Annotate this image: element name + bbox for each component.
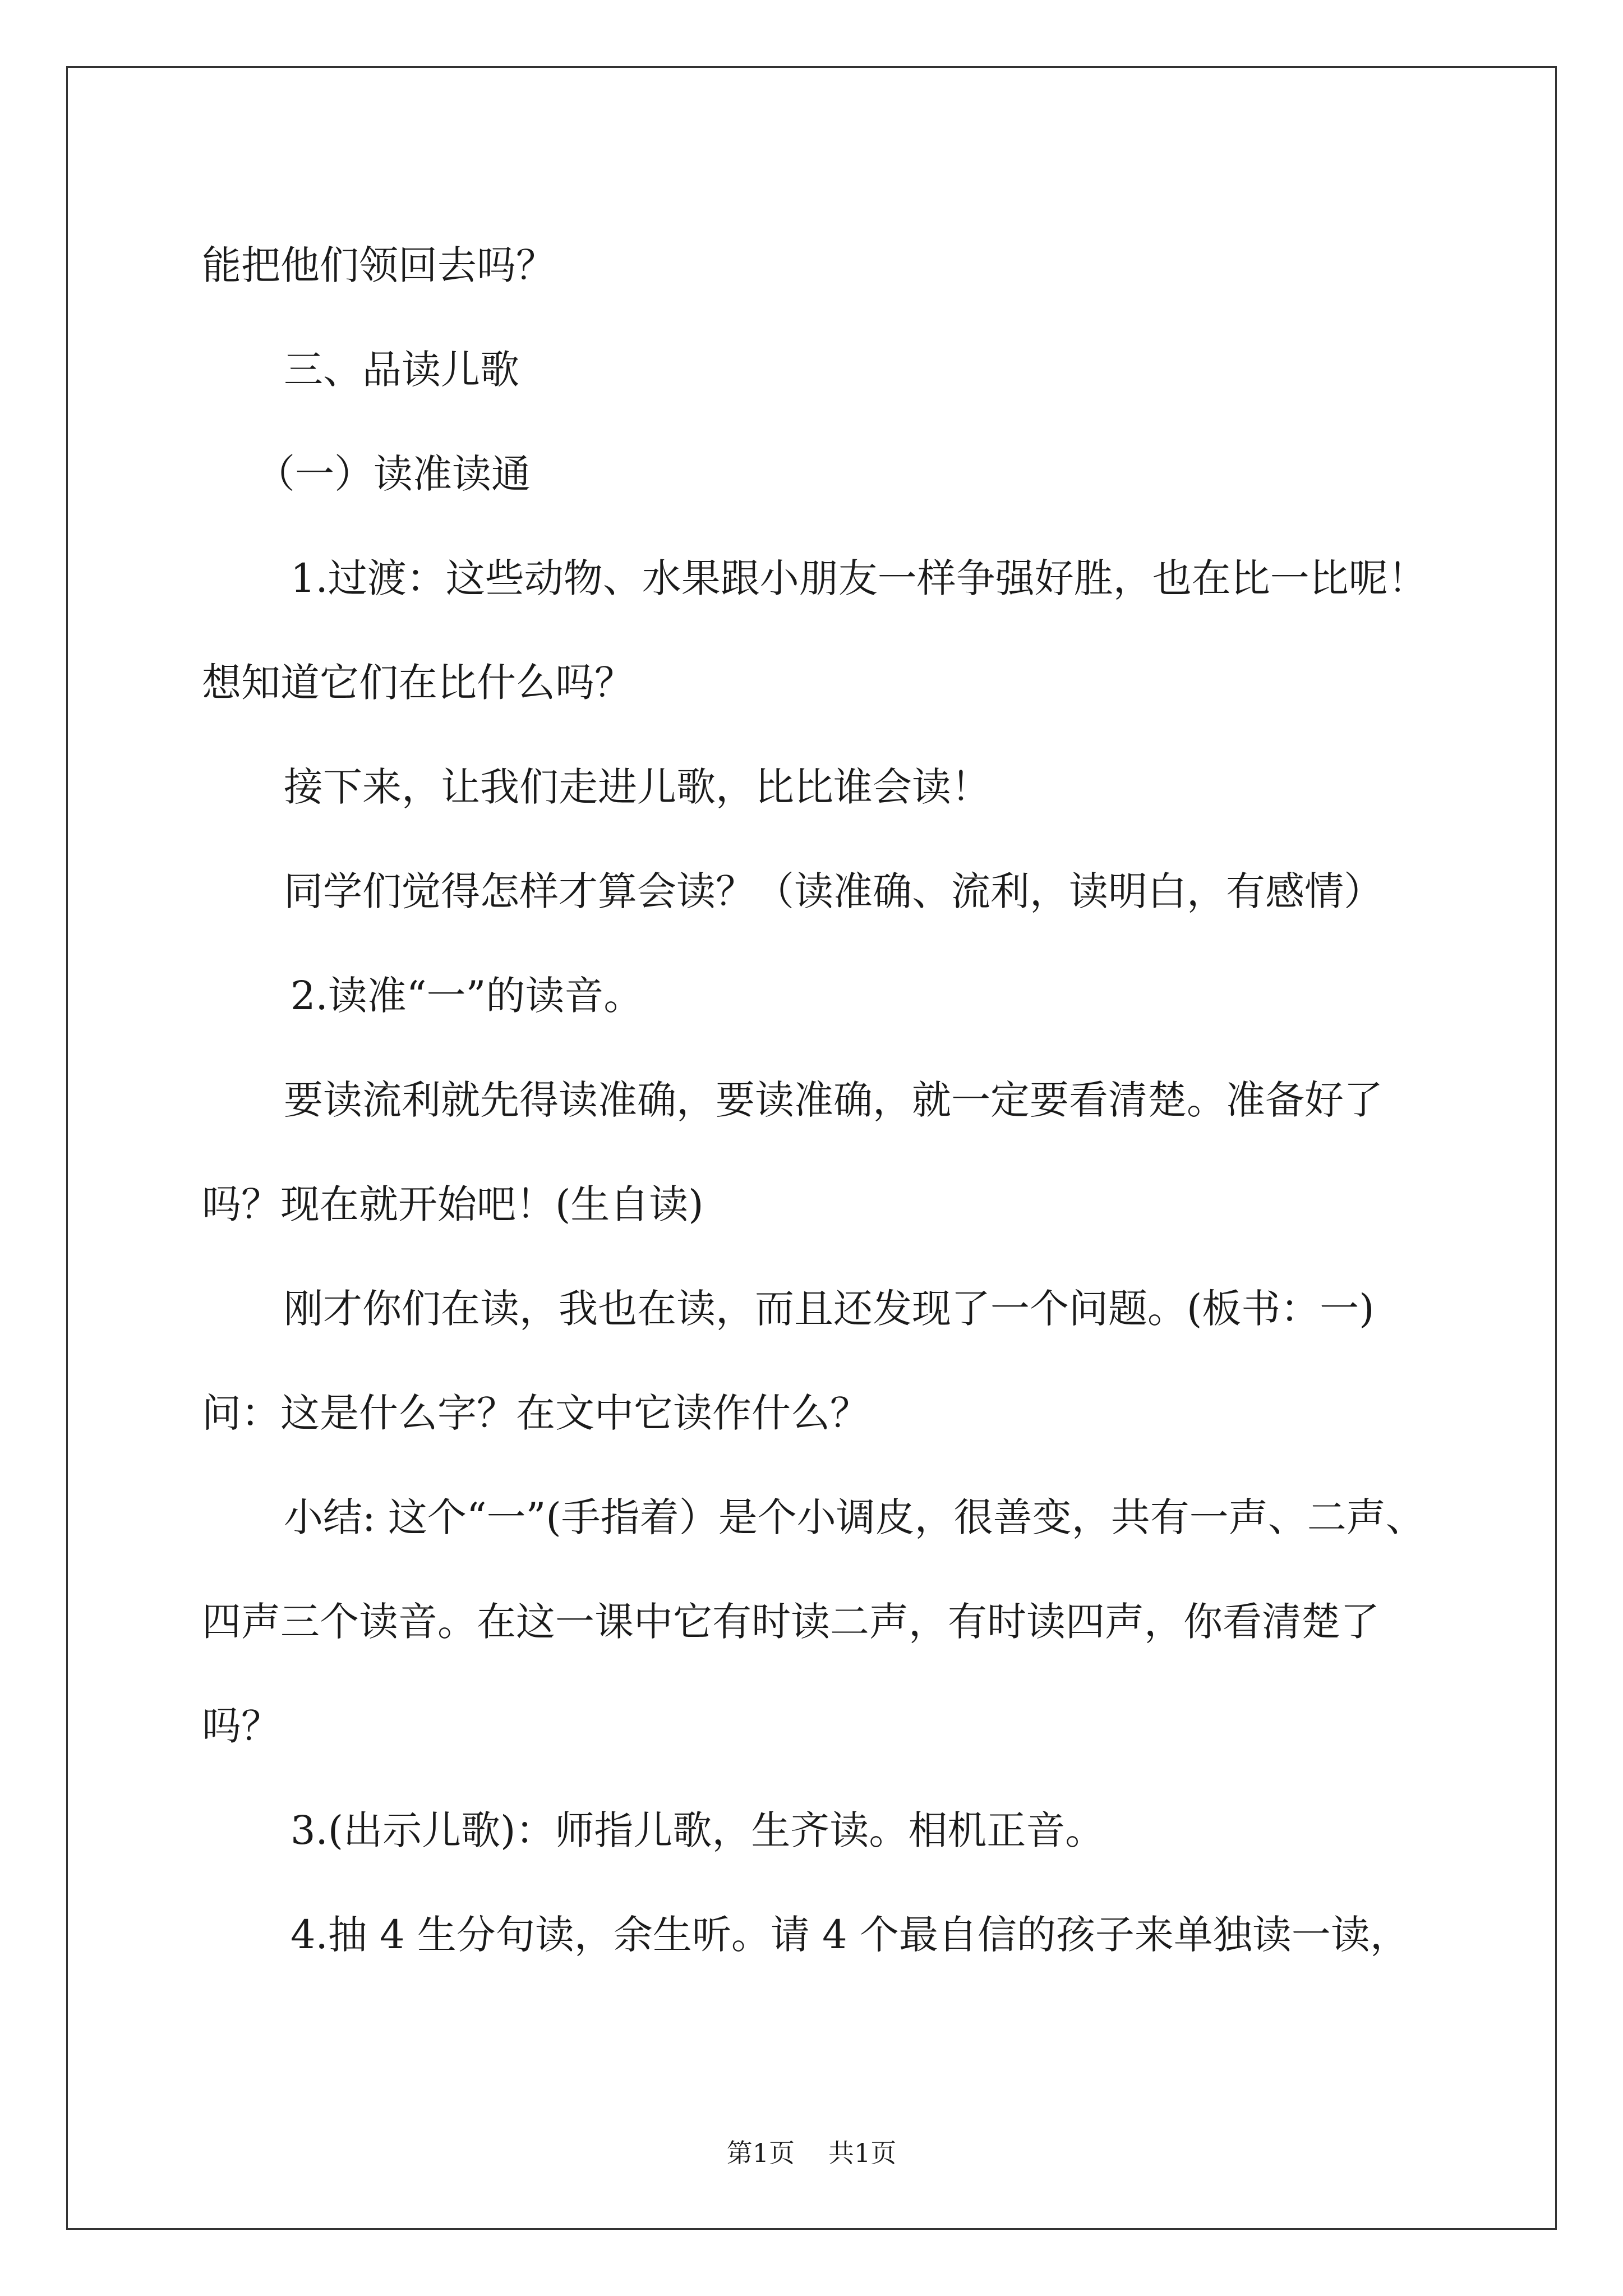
subsection-heading-1: （一）读准读通 <box>256 451 531 497</box>
paragraph-read-accurately: 要读流利就先得读准确，要读准确，就一定要看清楚。准备好了吗？现在就开始吧！(生自读) <box>202 1077 1383 1227</box>
paragraph-pronunciation: 2.读准“一”的读音。 <box>291 973 643 1019</box>
section-heading-3: 三、品读儿歌 <box>284 347 519 393</box>
paragraph-show-song: 3.(出示儿歌)：师指儿歌，生齐读。相机正音。 <box>291 1807 1105 1853</box>
page-footer <box>0 2136 1623 2170</box>
paragraph-discovery: 刚才你们在读，我也在读，而且还发现了一个问题。(板书：一)问：这是什么字？在文中它读作什么？ <box>202 1286 1375 1436</box>
paragraph-transition: 1.过渡：这些动物、水果跟小朋友一样争强好胜，也在比一比呢！想知道它们在比什么吗？ <box>202 555 1427 706</box>
paragraph-summary: 小结: 这个“一”(手指着）是个小调皮，很善变，共有一声、二声、四声三个读音。在这一课中它有时读二声，有时读四声，你看清楚了吗？ <box>202 1494 1425 1749</box>
paragraph-question: 同学们觉得怎样才算会读？（读准确、流利，读明白，有感情） <box>284 868 1383 914</box>
page-total: 共1页 <box>828 2138 897 2168</box>
paragraph-next: 接下来，让我们走进儿歌，比比谁会读！ <box>284 764 990 810</box>
document-body <box>202 213 1436 1987</box>
paragraph-individual-reading: 4.抽 4 生分句读，余生听。请 4 个最自信的孩子来单独读一读， <box>291 1912 1409 1958</box>
page-number: 第1页 <box>726 2138 795 2168</box>
paragraph-1: 能把他们领回去吗？ <box>202 242 555 288</box>
